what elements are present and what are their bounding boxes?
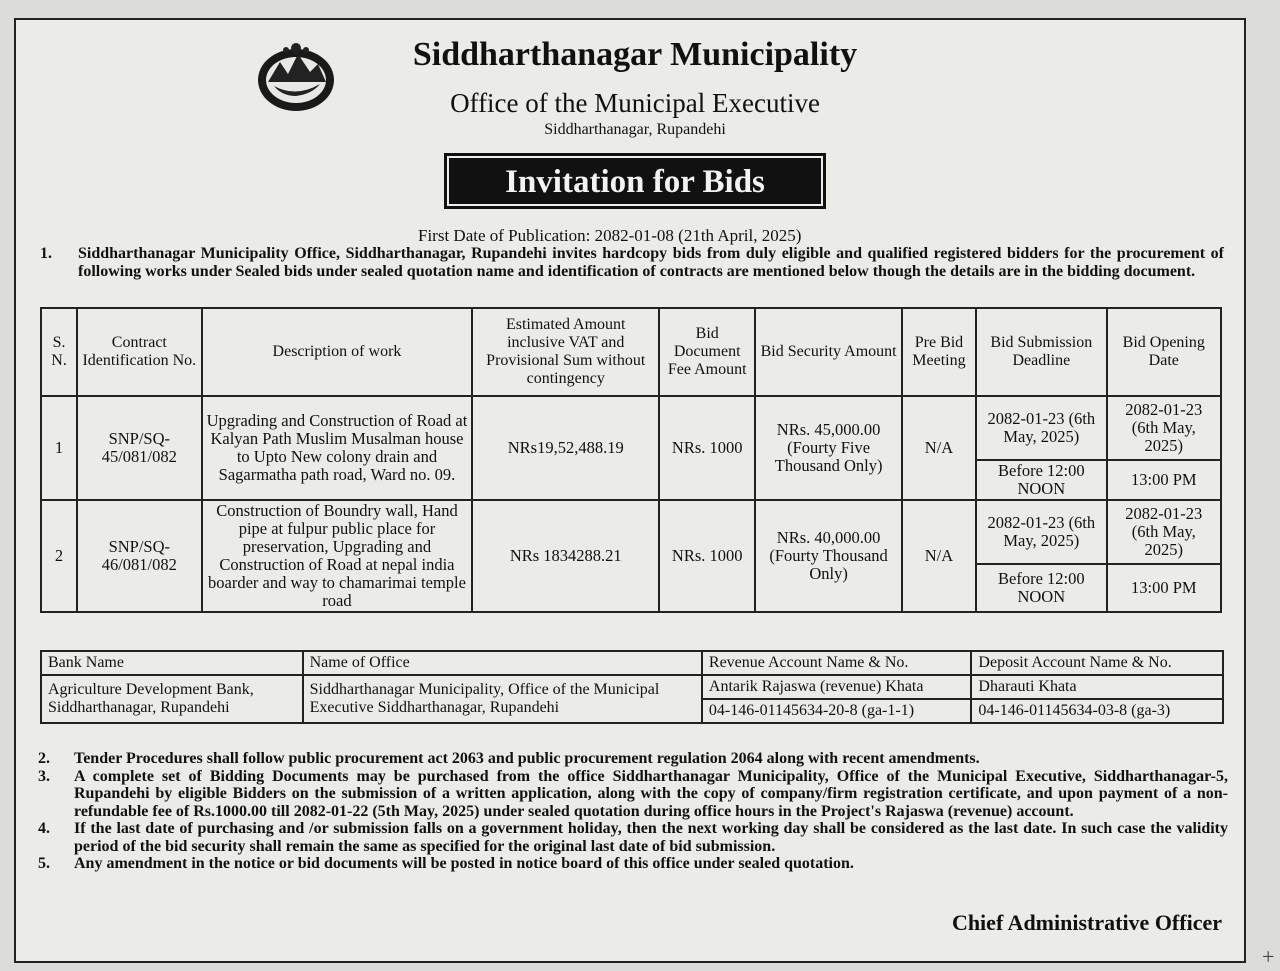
- cell-estimated-amount: NRs 1834288.21: [472, 500, 659, 612]
- header-estimated-amount: Estimated Amount inclusive VAT and Provisional Sum without contingency: [472, 308, 659, 396]
- invitation-banner: Invitation for Bids: [444, 153, 826, 209]
- list-item: [38, 768, 1228, 821]
- header-contract-id: Contract Identification No.: [77, 308, 201, 396]
- cell-contract-id: SNP/SQ-46/081/082: [77, 500, 201, 612]
- cell-deadline-date: 2082-01-23 (6th May, 2025): [976, 500, 1106, 564]
- nepal-emblem-logo: [254, 40, 338, 114]
- list-item: [38, 855, 1228, 873]
- bank-header-row: [41, 651, 1223, 675]
- cell-pre-bid: N/A: [902, 500, 976, 612]
- cell-revenue-name: Antarik Rajaswa (revenue) Khata: [702, 675, 972, 699]
- cell-bid-security: NRs. 45,000.00 (Fourty Five Thousand Only): [755, 396, 901, 500]
- note-text: A complete set of Bidding Documents may be purchased from the office Siddharthanagar Municipality, Office of the Municipal Executive, Siddharthanagar-5, Rupandehi by eligible Bidders on the submission of a written application, along with the copy of company/firm registration certificate, and upon payment of a non-refundable fee of Rs.1000.00 till 2082-01-22 (5th May, 2025) under sealed quotation during office hours in the Project's Rajaswa (revenue) account.: [74, 767, 1228, 820]
- cell-description: Construction of Boundry wall, Hand pipe at fulpur public place for preservation, Upgrading and Construction of Road at nepal india boarder and way to chamarimai temple road: [202, 500, 473, 612]
- header-revenue-account: Revenue Account Name & No.: [702, 651, 972, 675]
- cell-contract-id: SNP/SQ-45/081/082: [77, 396, 201, 500]
- paragraph-text: Siddharthanagar Municipality Office, Siddharthanagar, Rupandehi invites hardcopy bids from duly eligible and qualified registered bidders for the procurement of following works under Sealed bids under sealed quotation name and identification of contracts are mentioned below though the details are in the bidding document.: [78, 245, 1224, 280]
- note-number: 2.: [38, 750, 50, 767]
- cell-deposit-name: Dharauti Khata: [971, 675, 1223, 699]
- cell-opening-date: 2082-01-23 (6th May, 2025): [1107, 396, 1221, 460]
- cell-deadline-time: Before 12:00 NOON: [976, 564, 1106, 612]
- table-header-row: [41, 308, 1221, 396]
- header-deposit-account: Deposit Account Name & No.: [971, 651, 1223, 675]
- publication-date: First Date of Publication: 2082-01-08 (21th April, 2025): [418, 226, 802, 245]
- cell-bid-security: NRs. 40,000.00 (Fourty Thousand Only): [755, 500, 901, 612]
- note-text: Tender Procedures shall follow public procurement act 2063 and public procurement regulation 2064 along with recent amendments.: [74, 750, 980, 767]
- cell-bank-name: Agriculture Development Bank, Siddharthanagar, Rupandehi: [41, 675, 303, 723]
- cell-opening-time: 13:00 PM: [1107, 460, 1221, 500]
- cell-revenue-number: 04-146-01145634-20-8 (ga-1-1): [702, 699, 972, 723]
- cell-pre-bid: N/A: [902, 396, 976, 500]
- notes-list: [38, 750, 1228, 873]
- crop-mark-icon: +: [1262, 944, 1275, 969]
- header-bank-name: Bank Name: [41, 651, 303, 675]
- cell-sn: 1: [41, 396, 77, 500]
- header-submission-deadline: Bid Submission Deadline: [976, 308, 1106, 396]
- cell-opening-time: 13:00 PM: [1107, 564, 1221, 612]
- header-document-fee: Bid Document Fee Amount: [659, 308, 755, 396]
- cell-deadline-time: Before 12:00 NOON: [976, 460, 1106, 500]
- paragraph-number: 1.: [40, 245, 52, 262]
- table-row: [41, 500, 1221, 564]
- table-row: [41, 396, 1221, 460]
- note-number: 3.: [38, 767, 50, 785]
- header-opening-date: Bid Opening Date: [1107, 308, 1221, 396]
- note-text: If the last date of purchasing and /or submission falls on a government holiday, then the next working day shall be considered as the last date. In such case the validity period of the bid security shall remain the same as specified for the original last date of bid submission.: [74, 820, 1228, 855]
- office-title: Office of the Municipal Executive: [450, 88, 820, 118]
- cell-office-name: Siddharthanagar Municipality, Office of the Municipal Executive Siddharthanagar, Rupandehi: [303, 675, 702, 723]
- cell-sn: 2: [41, 500, 77, 612]
- note-text: Any amendment in the notice or bid documents will be posted in notice board of this office under sealed quotation.: [74, 855, 854, 872]
- office-location: Siddharthanagar, Rupandehi: [544, 121, 726, 138]
- header-bid-security: Bid Security Amount: [755, 308, 901, 396]
- cell-description: Upgrading and Construction of Road at Kalyan Path Muslim Musalman house to Upto New colony drain and Sagarmatha path road, Ward no. 09.: [202, 396, 473, 500]
- header-sn: S. N.: [41, 308, 77, 396]
- cell-deadline-date: 2082-01-23 (6th May, 2025): [976, 396, 1106, 460]
- note-number: 4.: [38, 820, 50, 837]
- header-description: Description of work: [202, 308, 473, 396]
- bank-account-table: [40, 650, 1224, 724]
- municipality-title: Siddharthanagar Municipality: [412, 36, 858, 73]
- note-number: 5.: [38, 855, 50, 872]
- list-item: [38, 820, 1228, 855]
- cell-deposit-number: 04-146-01145634-03-8 (ga-3): [971, 699, 1223, 723]
- bid-table: [40, 307, 1222, 613]
- cell-document-fee: NRs. 1000: [659, 500, 755, 612]
- cell-estimated-amount: NRs19,52,488.19: [472, 396, 659, 500]
- cell-document-fee: NRs. 1000: [659, 396, 755, 500]
- header-office-name: Name of Office: [303, 651, 702, 675]
- cell-opening-date: 2082-01-23 (6th May, 2025): [1107, 500, 1221, 564]
- header-pre-bid: Pre Bid Meeting: [902, 308, 976, 396]
- table-row: [41, 675, 1223, 699]
- signature-title: Chief Administrative Officer: [951, 910, 1222, 935]
- list-item: [38, 750, 1228, 768]
